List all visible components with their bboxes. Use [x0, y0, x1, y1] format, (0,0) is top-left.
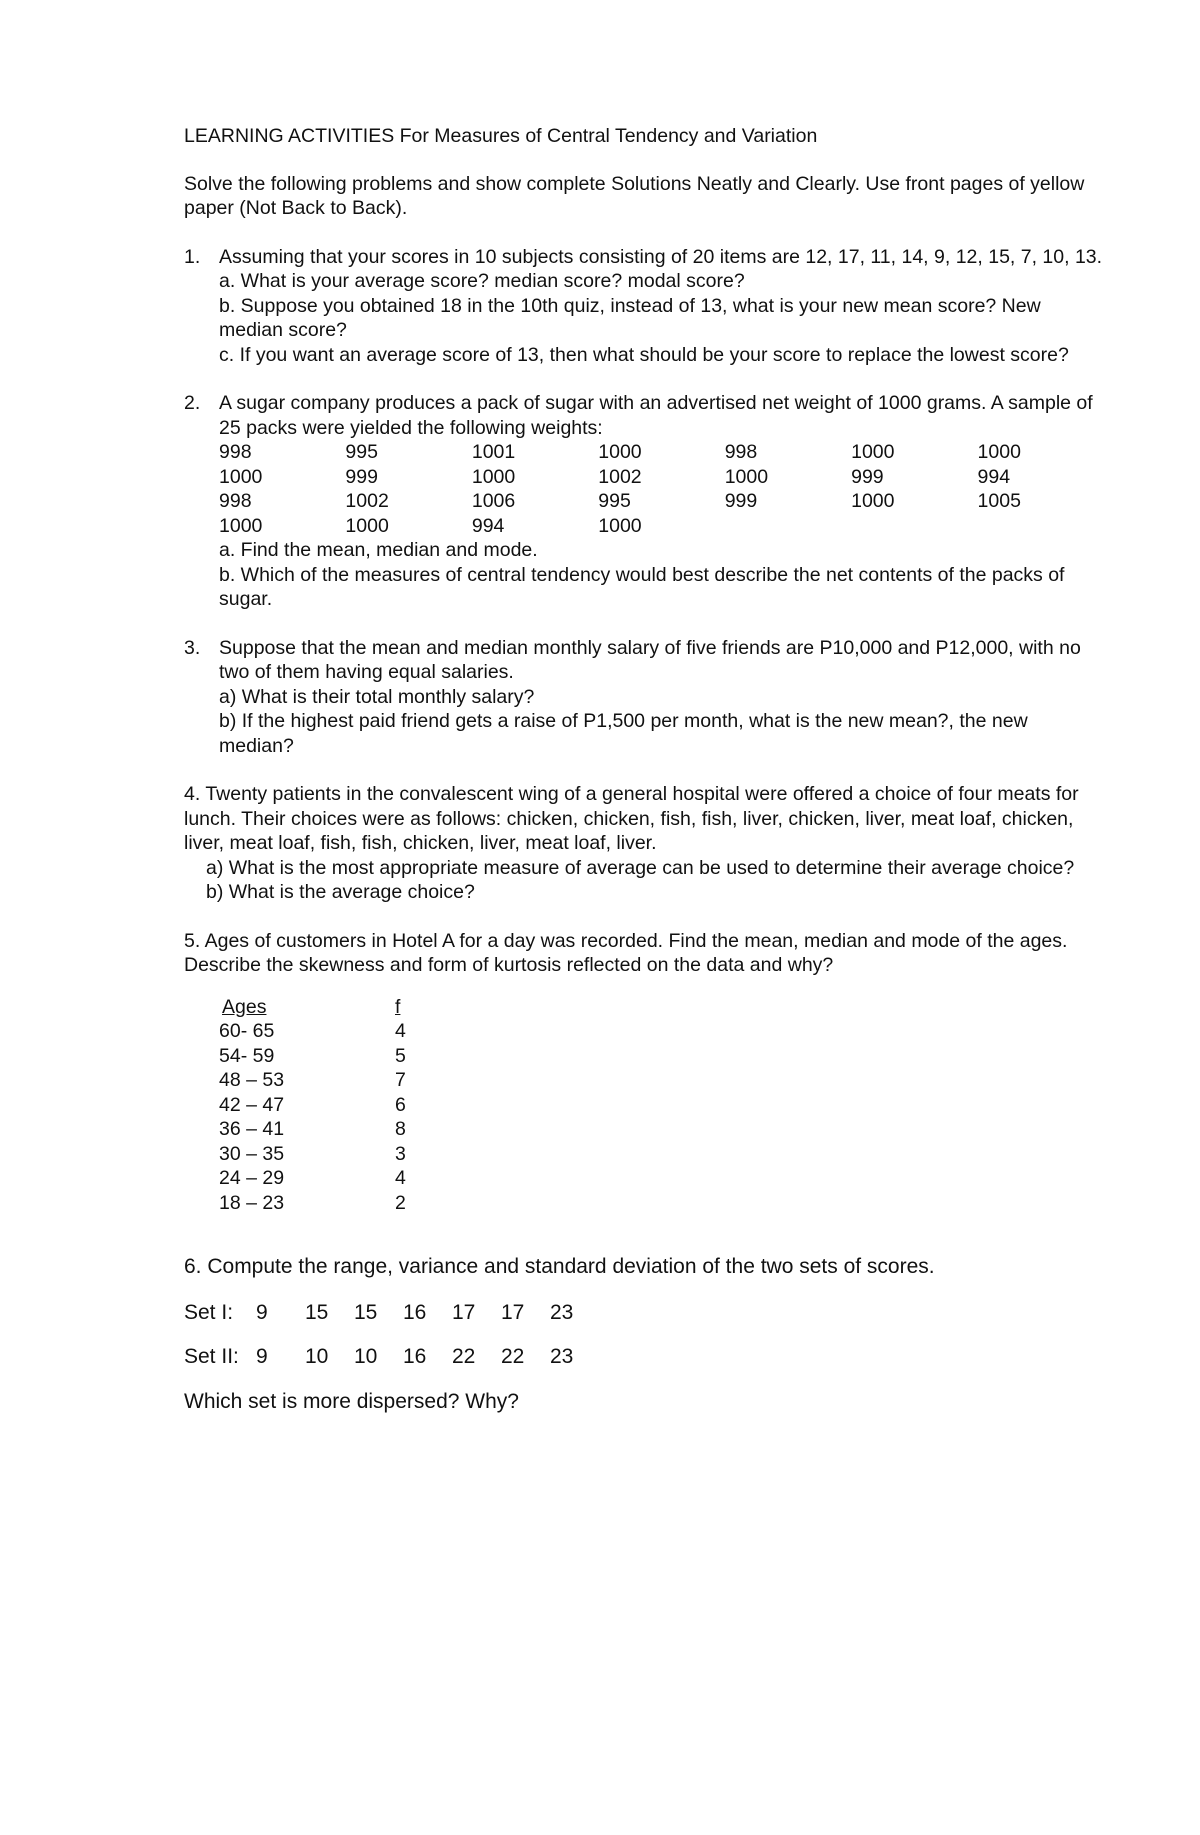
weight-cell: 1001 [471, 441, 516, 463]
problem-5 [184, 929, 1104, 1216]
weight-cell: 1000 [851, 441, 895, 463]
weight-cell: 1000 [851, 490, 895, 512]
problem-4 [184, 782, 1104, 905]
table-row [219, 514, 1104, 539]
problem-2-text: A sugar company produces a pack of sugar with an advertised net weight of 1000 grams. A sample of 25 packs were yielded the following weights: [219, 392, 1093, 439]
weight-cell: 1000 [977, 441, 1021, 463]
problem-3-part-a: a) What is their total monthly salary? [219, 685, 535, 708]
table-row [219, 1019, 406, 1044]
weight-cell: 998 [724, 441, 758, 463]
score-cell: 15 [354, 1300, 378, 1324]
worksheet-title: LEARNING ACTIVITIES For Measures of Central Tendency and Variation [184, 125, 818, 147]
frequency-cell: 8 [395, 1118, 406, 1140]
table-row [219, 1142, 406, 1167]
problem-6 [184, 1255, 1104, 1414]
weight-cell: 1000 [724, 465, 769, 488]
problem-1-part-c: c. If you want an average score of 13, then what should be your score to replace the lowest score? [219, 343, 1069, 366]
problem-2-part-b: b. Which of the measures of central tendency would best describe the net contents of the packs of sugar. [219, 563, 1065, 610]
set-2-label: Set II: [184, 1345, 239, 1368]
score-cell: 16 [403, 1345, 427, 1368]
weight-cell: 1000 [598, 514, 642, 537]
weight-cell: 1006 [471, 490, 516, 512]
set-1-scores [184, 1301, 599, 1326]
problem-1-part-b: b. Suppose you obtained 18 in the 10th quiz, instead of 13, what is your new mean score? New median score? [219, 294, 1041, 341]
table-row [219, 1166, 406, 1191]
table-row [219, 440, 1104, 465]
table-row [219, 489, 1104, 514]
table-row [219, 465, 1104, 490]
weight-cell: 1002 [598, 465, 642, 488]
weight-cell: 1005 [977, 490, 1021, 512]
weight-cell: 994 [977, 465, 1011, 488]
frequency-cell: 4 [395, 1020, 406, 1042]
weight-cell: 1002 [345, 490, 389, 512]
age-class-cell: 18 – 23 [219, 1191, 285, 1214]
problem-1-part-a: a. What is your average score? median score? modal score? [219, 270, 745, 292]
problem-2 [184, 391, 1104, 612]
weight-cell: 1000 [471, 465, 516, 488]
age-class-cell: 24 – 29 [219, 1167, 285, 1189]
table-row [219, 1093, 406, 1118]
set-2-scores [184, 1345, 599, 1370]
frequency-cell: 6 [395, 1093, 406, 1116]
instructions: Solve the following problems and show complete Solutions Neatly and Clearly. Use front pages of yellow paper (Not Back to Back). [184, 172, 1085, 219]
frequency-cell: 2 [395, 1191, 406, 1214]
problem-3 [184, 636, 1104, 759]
score-cell: 23 [550, 1300, 574, 1324]
weight-cell [978, 514, 1104, 539]
weight-cell: 995 [345, 441, 378, 463]
problem-1-number: 1. [184, 245, 201, 268]
problem-2-number: 2. [184, 392, 201, 414]
table-row [219, 1044, 406, 1069]
table-row [184, 1301, 599, 1326]
score-cell: 22 [452, 1345, 476, 1368]
problem-3-text: Suppose that the mean and median monthly salary of five friends are P10,000 and P12,000, with no two of them having equal salaries. [219, 636, 1081, 683]
age-class-cell: 60- 65 [219, 1020, 275, 1042]
problem-4-part-a: a) What is the most appropriate measure of average can be used to determine their average choice? [206, 856, 1075, 879]
frequency-cell: 5 [395, 1044, 406, 1067]
score-cell: 16 [403, 1300, 427, 1324]
age-class-cell: 54- 59 [219, 1044, 275, 1067]
table-row [219, 1117, 406, 1142]
weight-cell [851, 514, 977, 539]
score-cell: 15 [305, 1300, 329, 1324]
frequency-cell: 7 [395, 1069, 406, 1091]
weight-cell: 1000 [219, 514, 263, 537]
weight-cell: 1000 [598, 441, 642, 463]
table-header-row [219, 995, 406, 1020]
problem-4-text: 4. Twenty patients in the convalescent wing of a general hospital were offered a choice of four meats for lunch. Their choices were as follows: chicken, chicken, fish, fish, liver, chicken, liver, meat loaf, chicken, liver, meat loaf, fish, fish, chicken, liver, meat loaf, liver. [184, 783, 1079, 854]
problem-4-part-b: b) What is the average choice? [206, 881, 475, 903]
score-cell: 10 [354, 1345, 378, 1368]
weight-cell: 1000 [345, 514, 389, 537]
age-class-cell: 30 – 35 [219, 1142, 285, 1165]
problem-6-text: 6. Compute the range, variance and standard deviation of the two sets of scores. [184, 1255, 935, 1278]
set-1-label: Set I: [184, 1300, 234, 1324]
weight-cell: 999 [724, 490, 758, 512]
problem-1 [184, 245, 1104, 368]
age-class-cell: 42 – 47 [219, 1093, 285, 1116]
score-cell: 22 [501, 1345, 525, 1368]
age-class-cell: 48 – 53 [219, 1069, 285, 1091]
score-cell: 9 [256, 1300, 268, 1324]
weight-cell: 998 [219, 490, 252, 512]
weight-cell: 995 [598, 490, 631, 512]
score-cell: 17 [452, 1300, 476, 1324]
table-row [184, 1345, 599, 1370]
problem-3-number: 3. [184, 636, 201, 659]
problem-3-part-b: b) If the highest paid friend gets a raise of P1,500 per month, what is the new mean?, the new median? [219, 710, 1028, 757]
problem-1-text: Assuming that your scores in 10 subjects consisting of 20 items are 12, 17, 11, 14, 9, 12, 15, 7, 10, 13. [219, 245, 1103, 268]
column-header-f: f [395, 995, 401, 1018]
worksheet-page [184, 124, 1104, 1414]
problem-6-question: Which set is more dispersed? Why? [184, 1389, 519, 1413]
score-cell: 23 [550, 1345, 574, 1368]
frequency-cell: 4 [395, 1167, 406, 1189]
ages-frequency-table [219, 995, 406, 1216]
table-row [219, 1191, 406, 1216]
problem-5-text: 5. Ages of customers in Hotel A for a day was recorded. Find the mean, median and mode of the ages. Describe the skewness and form of kurtosis reflected on the data and why? [184, 929, 1068, 976]
weight-cell [725, 514, 851, 539]
weight-cell: 1000 [219, 465, 263, 488]
score-cell: 17 [501, 1300, 525, 1324]
score-cell: 9 [256, 1345, 268, 1368]
frequency-cell: 3 [395, 1142, 406, 1165]
weight-cell: 998 [219, 441, 252, 463]
score-cell: 10 [305, 1345, 329, 1368]
weight-cell: 999 [851, 465, 884, 488]
column-header-ages: Ages [222, 995, 267, 1018]
weight-cell: 999 [345, 465, 378, 488]
weights-table [219, 440, 1104, 538]
age-class-cell: 36 – 41 [219, 1118, 285, 1140]
problem-2-part-a: a. Find the mean, median and mode. [219, 539, 538, 561]
weight-cell: 994 [471, 514, 505, 537]
table-row [219, 1068, 406, 1093]
